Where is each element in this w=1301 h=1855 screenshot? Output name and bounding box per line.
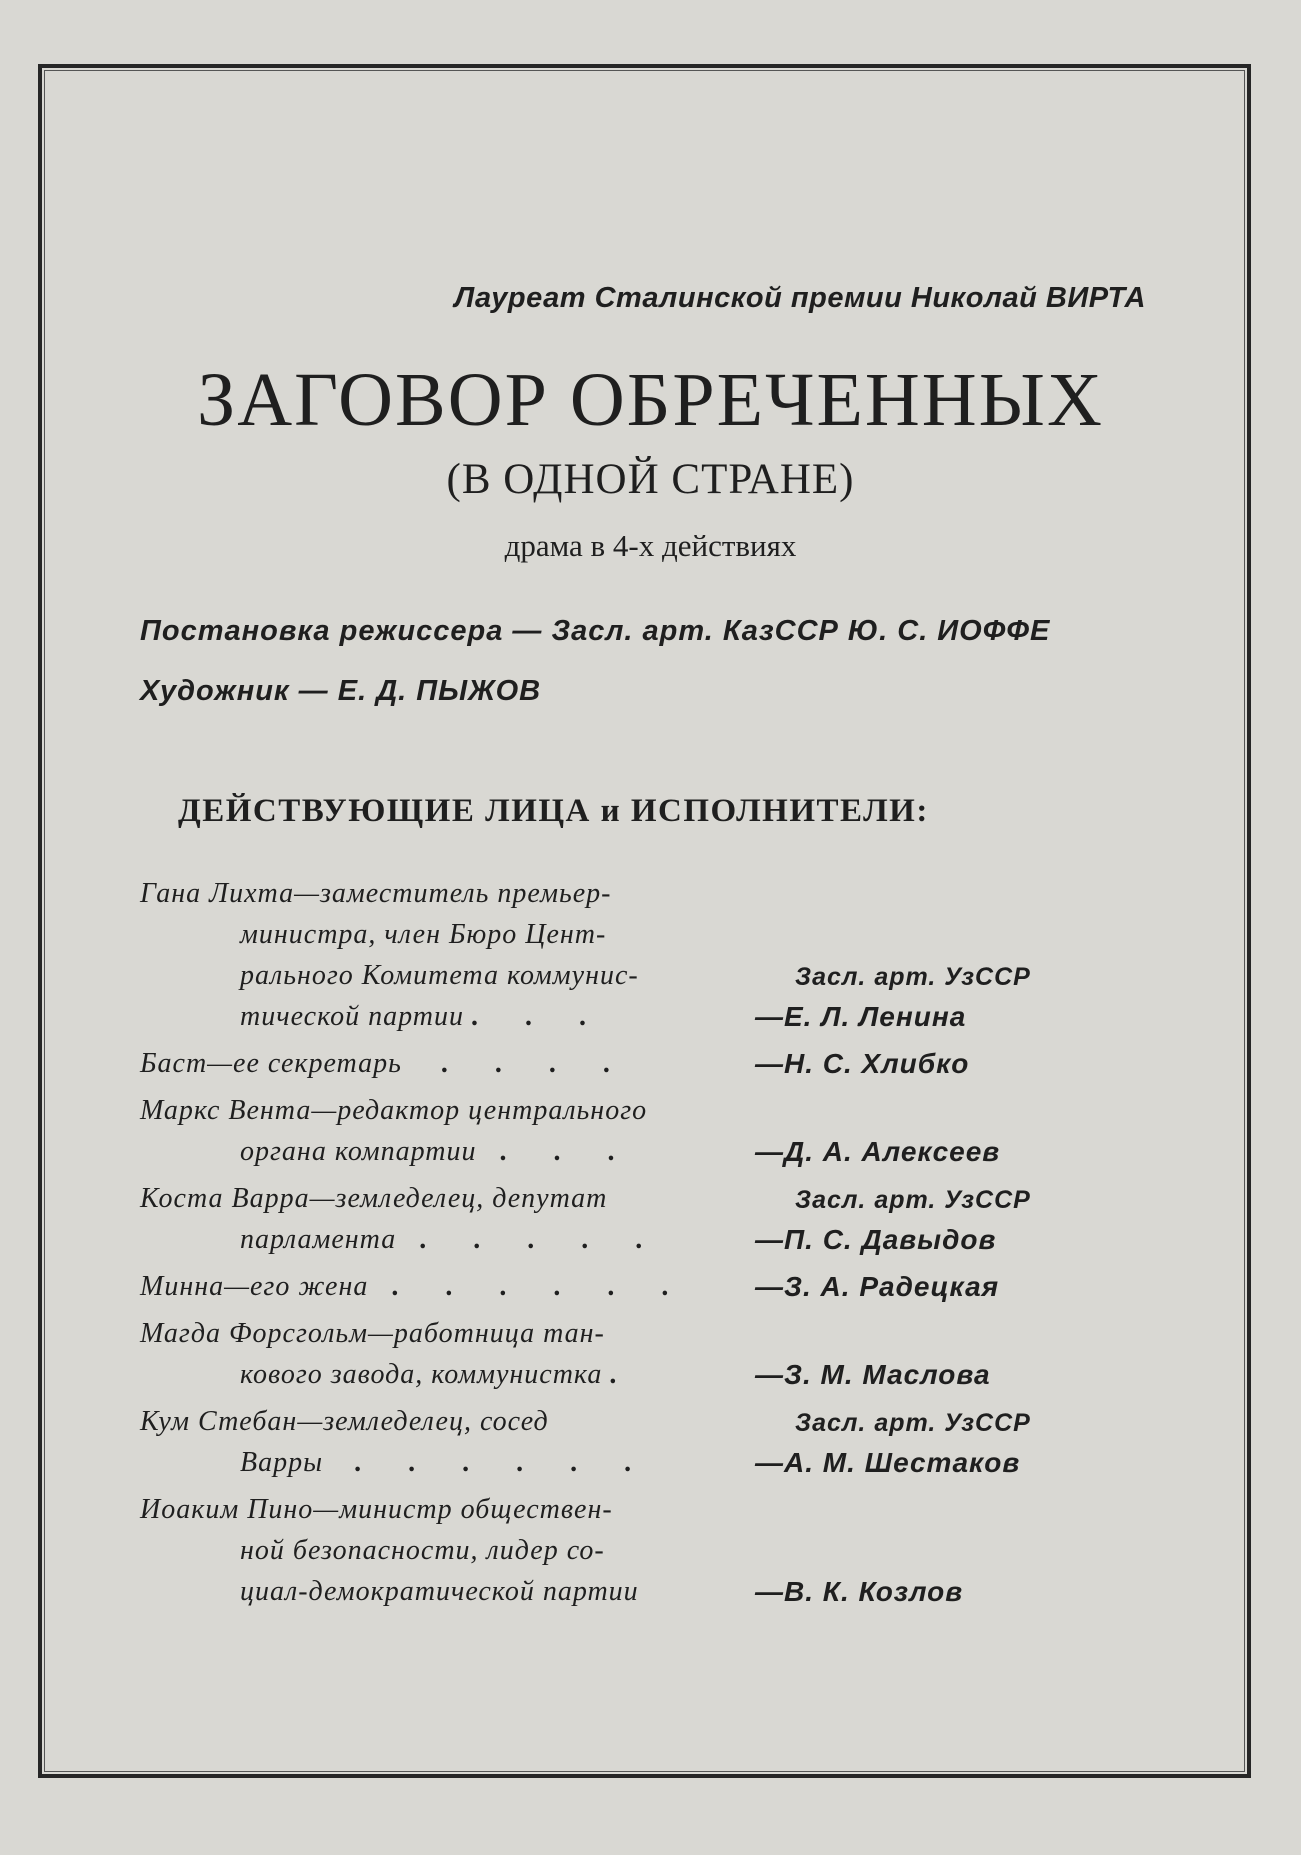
role-line: рального Комитета коммунис- (240, 960, 639, 991)
actor-name: —З. М. Маслова (755, 1359, 991, 1390)
play-title: ЗАГОВОР ОБРЕЧЕННЫХ (197, 358, 1104, 442)
role-line (140, 996, 750, 1037)
role-line-text: Варры (240, 1447, 324, 1478)
role-line-text: Баст—ее секретарь (140, 1048, 402, 1079)
actor-name: —Е. Л. Ленина (755, 1001, 967, 1032)
role-line: циал-демократической партии (240, 1576, 639, 1607)
role-line: ной безопасности, лидер со- (240, 1535, 605, 1566)
cast-row (140, 1401, 1090, 1483)
leader-dots: . . . . (441, 1048, 631, 1079)
cast-row (140, 1489, 1090, 1612)
role-line-text: Минна—его жена (140, 1271, 369, 1302)
role-line: Гана Лихта—заместитель премьер- (140, 878, 612, 909)
cast-row (140, 873, 1090, 1037)
role-description (140, 1313, 750, 1395)
leader-dots: . . . . . . (392, 1271, 690, 1302)
actor-block (755, 958, 1031, 1037)
actor-name: —Д. А. Алексеев (755, 1136, 1001, 1167)
role-description (140, 1090, 750, 1172)
role-line: Коста Варра—земледелец, депутат (140, 1183, 608, 1214)
role-line (140, 1219, 750, 1260)
director-credit: Постановка режиссера — Засл. арт. КазССР Ю. С. ИОФФЕ (140, 615, 1051, 647)
role-line-text: парламента (240, 1224, 397, 1255)
cast-heading: ДЕЙСТВУЮЩИЕ ЛИЦА и ИСПОЛНИТЕЛИ: (178, 793, 929, 829)
cast-row (140, 1178, 1090, 1260)
actor-name: —Н. С. Хлибко (755, 1048, 970, 1079)
actor-name: —А. М. Шестаков (755, 1447, 1021, 1478)
role-line (140, 1131, 750, 1172)
actor-name: —В. К. Козлов (755, 1576, 964, 1607)
artist-credit: Художник — Е. Д. ПЫЖОВ (140, 675, 542, 707)
play-subtitle: (В ОДНОЙ СТРАНЕ) (446, 456, 855, 503)
actor-honor: Засл. арт. УзССР (795, 963, 1031, 991)
cast-row (140, 1313, 1090, 1395)
role-line: Кум Стебан—земледелец, сосед (140, 1406, 549, 1437)
actor-block (755, 1266, 999, 1307)
role-description (140, 1266, 750, 1307)
actor-block (755, 1043, 969, 1084)
cast-row (140, 1043, 1090, 1084)
role-line-text: органа компартии (240, 1136, 477, 1167)
leader-dots: . . . . . . (355, 1447, 653, 1478)
actor-name: —З. А. Радецкая (755, 1271, 1000, 1302)
actor-name: —П. С. Давыдов (755, 1224, 997, 1255)
role-line-text: кового завода, коммунистка (240, 1359, 603, 1390)
actor-block (755, 1404, 1031, 1483)
role-line: Иоаким Пино—министр обществен- (140, 1494, 613, 1525)
role-description (140, 1489, 750, 1612)
role-description (140, 1178, 750, 1260)
role-description (140, 1401, 750, 1483)
role-description (140, 1043, 750, 1084)
role-line (140, 1266, 750, 1307)
role-line: Маркс Вента—редактор центрального (140, 1095, 648, 1126)
leader-dots: . . . (471, 1001, 607, 1032)
role-line: министра, член Бюро Цент- (240, 919, 607, 950)
leader-dots: . . . . . (420, 1224, 664, 1255)
cast-row (140, 1090, 1090, 1172)
author-laureate-line: Лауреат Сталинской премии Николай ВИРТА (454, 282, 1146, 314)
cast-row (140, 1266, 1090, 1307)
role-description (140, 873, 750, 1037)
actor-block (755, 1354, 991, 1395)
leader-dots: . . . (500, 1136, 636, 1167)
role-line (140, 1442, 750, 1483)
role-line: Магда Форсгольм—работница тан- (140, 1318, 605, 1349)
cast-list (140, 873, 1090, 1618)
role-line (140, 1043, 750, 1084)
leader-dots: . (610, 1359, 638, 1390)
role-line-text: тической партии (240, 1001, 464, 1032)
play-genre: драма в 4-х действиях (504, 528, 797, 563)
actor-block (755, 1571, 963, 1612)
actor-honor: Засл. арт. УзССР (795, 1186, 1031, 1214)
actor-block (755, 1181, 1031, 1260)
role-line (140, 1354, 750, 1395)
actor-honor: Засл. арт. УзССР (795, 1409, 1031, 1437)
actor-block (755, 1131, 1000, 1172)
